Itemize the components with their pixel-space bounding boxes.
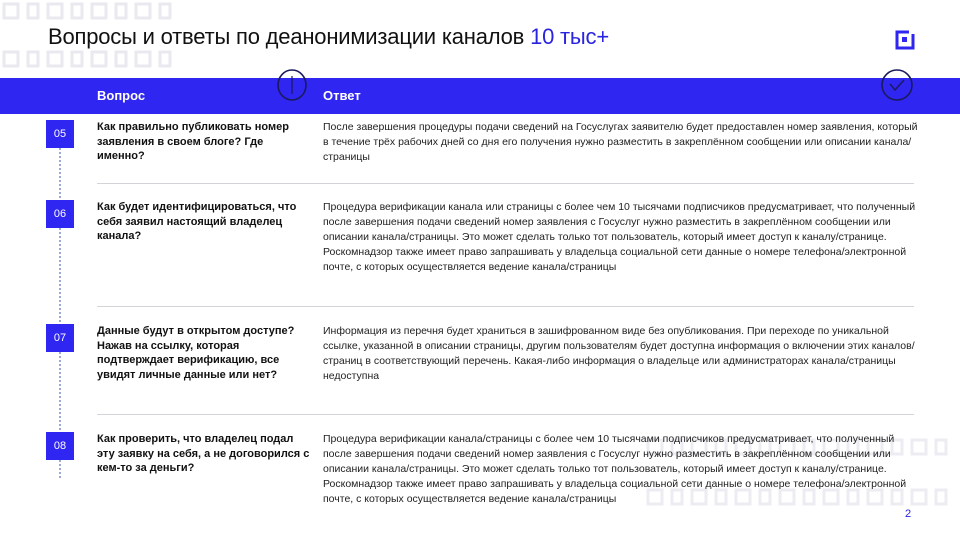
table-header [0, 78, 960, 114]
check-circle-icon [880, 68, 914, 102]
page-title-accent: 10 тыс+ [530, 24, 609, 49]
page-title-main: Вопросы и ответы по деанонимизации каналов [48, 24, 525, 49]
question-text: Данные будут в открытом доступе? Нажав на ссылку, которая подтверждает верификацию, все увидят личные данные или нет? [97, 325, 295, 381]
page-title [48, 24, 609, 50]
row-divider [97, 414, 914, 415]
row-divider [97, 183, 914, 184]
row-number-badge: 05 [46, 120, 74, 148]
header-answer: Ответ [323, 88, 361, 103]
timeline-line [59, 148, 61, 478]
question-text: Как будет идентифицироваться, что себя заявил настоящий владелец канала? [97, 201, 297, 242]
question-text: Как проверить, что владелец подал эту заявку на себя, а не договорился с кем-то за деньги? [97, 433, 310, 474]
row-number-badge: 07 [46, 324, 74, 352]
circle-outline-icon [276, 68, 308, 102]
header-question: Вопрос [97, 88, 146, 103]
logo-icon [895, 30, 915, 50]
page-number: 2 [905, 508, 912, 520]
answer-text: Информация из перечня будет храниться в зашифрованном виде без опубликования. При переходе по уникальной ссылке, указанной в описании страницы, другим пользователям будет доступна информация о включении этих каналов/страниц в соответствующий перечень. Какая-либо информация о владельце или администраторах канала/страницы недоступна [323, 325, 915, 382]
question-text: Как правильно публиковать номер заявления в своем блоге? Где именно? [97, 121, 289, 162]
row-number-badge: 08 [46, 432, 74, 460]
answer-text: Процедура верификации канала/страницы с более чем 10 тысячами подписчиков предусматривает, что полученный после завершения подачи сведений номер заявления с Госуслуг нужно разместить в закреплённом сообщении или описании канала/страницы. Это может сделать только тот пользователь, который имеет доступ к каналу/странице. Роскомнадзор также имеет право запрашивать у владельца социальной сети данные о номере телефона/электронной почте, с которых осуществляется ведение канала/страницы [323, 433, 907, 505]
answer-text: После завершения процедуры подачи сведений на Госуслугах заявителю будет предоставлен номер заявления, который в течение трёх рабочих дней со дня его получения нужно разместить в закреплённом сообщении или описании канала/страницы [323, 121, 918, 163]
row-number-badge: 06 [46, 200, 74, 228]
row-divider [97, 306, 914, 307]
answer-text: Процедура верификации канала или страницы с более чем 10 тысячами подписчиков предусматривает, что полученный после завершения подачи сведений номер заявления с Госуслуг нужно разместить в закреплённом сообщении или описании канала/страницы. Это может сделать только тот пользователь, который имеет доступ к каналу/странице. Роскомнадзор также имеет право запрашивать у владельца социальной сети данные о номере телефона/электронной почте, с которых осуществляется ведение канала/страницы [323, 201, 916, 273]
